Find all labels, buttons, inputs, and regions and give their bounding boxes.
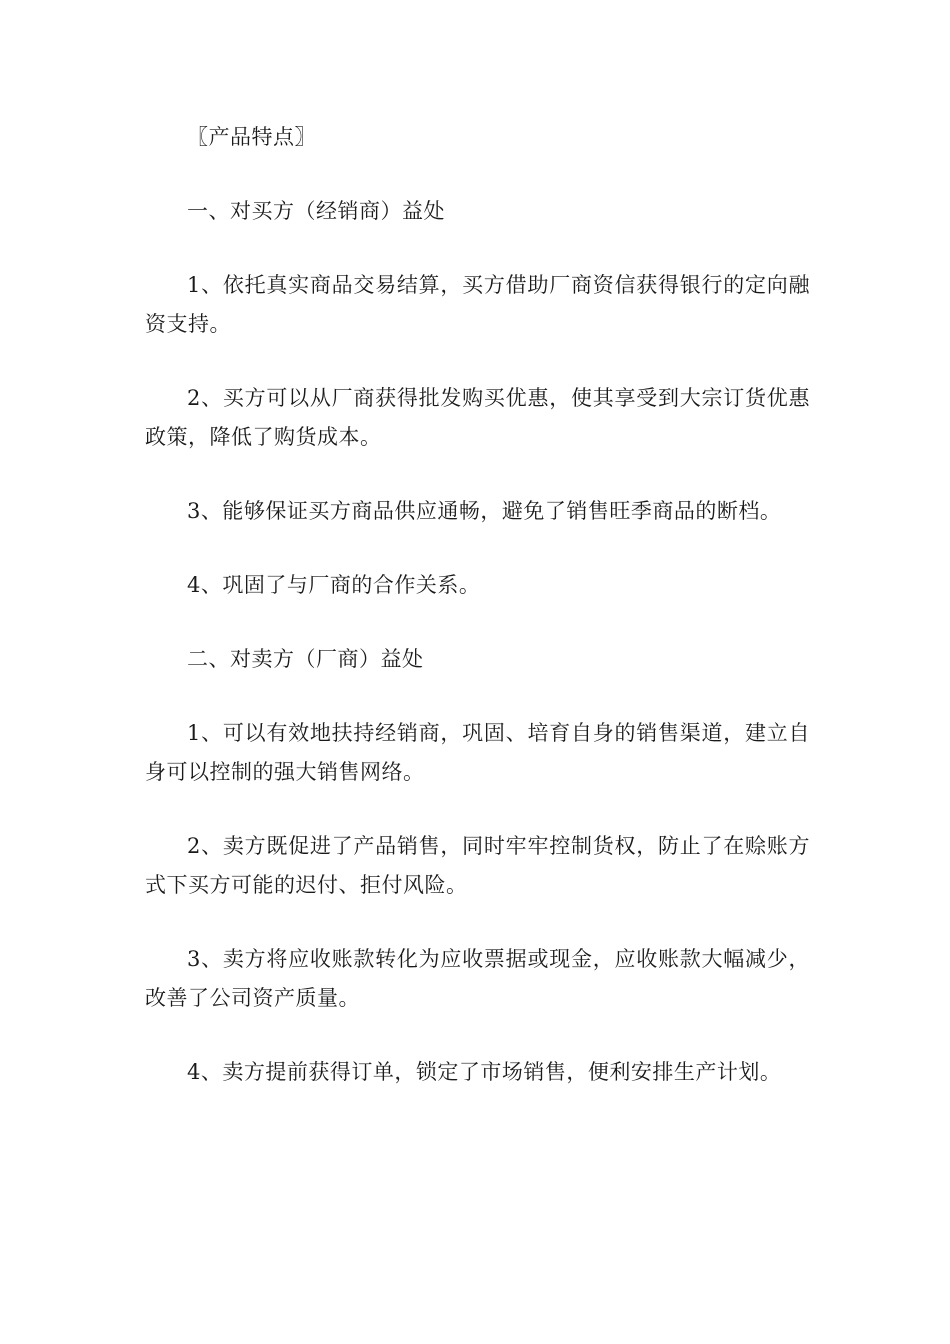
buyer-benefit-1: 1、依托真实商品交易结算，买方借助厂商资信获得银行的定向融资支持。 [145, 273, 810, 336]
subheading-buyer-benefits: 一、对买方（经销商）益处 [187, 199, 445, 223]
buyer-benefit-2: 2、买方可以从厂商获得批发购买优惠，使其享受到大宗订货优惠政策，降低了购货成本。 [145, 386, 810, 449]
subheading-seller-benefits: 二、对卖方（厂商）益处 [187, 647, 424, 671]
seller-benefit-2: 2、卖方既促进了产品销售，同时牢牢控制货权，防止了在赊账方式下买方可能的迟付、拒付风险。 [145, 834, 810, 897]
seller-benefit-3: 3、卖方将应收账款转化为应收票据或现金，应收账款大幅减少，改善了公司资产质量。 [145, 947, 810, 1010]
document-body [145, 118, 810, 1092]
seller-benefit-4: 4、卖方提前获得订单，锁定了市场销售，便利安排生产计划。 [187, 1060, 782, 1084]
section-heading-product-features: 〖产品特点〗 [187, 125, 316, 149]
seller-benefit-1: 1、可以有效地扶持经销商，巩固、培育自身的销售渠道，建立自身可以控制的强大销售网络。 [145, 721, 810, 784]
buyer-benefit-3: 3、能够保证买方商品供应通畅，避免了销售旺季商品的断档。 [187, 499, 782, 523]
buyer-benefit-4: 4、巩固了与厂商的合作关系。 [187, 573, 481, 597]
